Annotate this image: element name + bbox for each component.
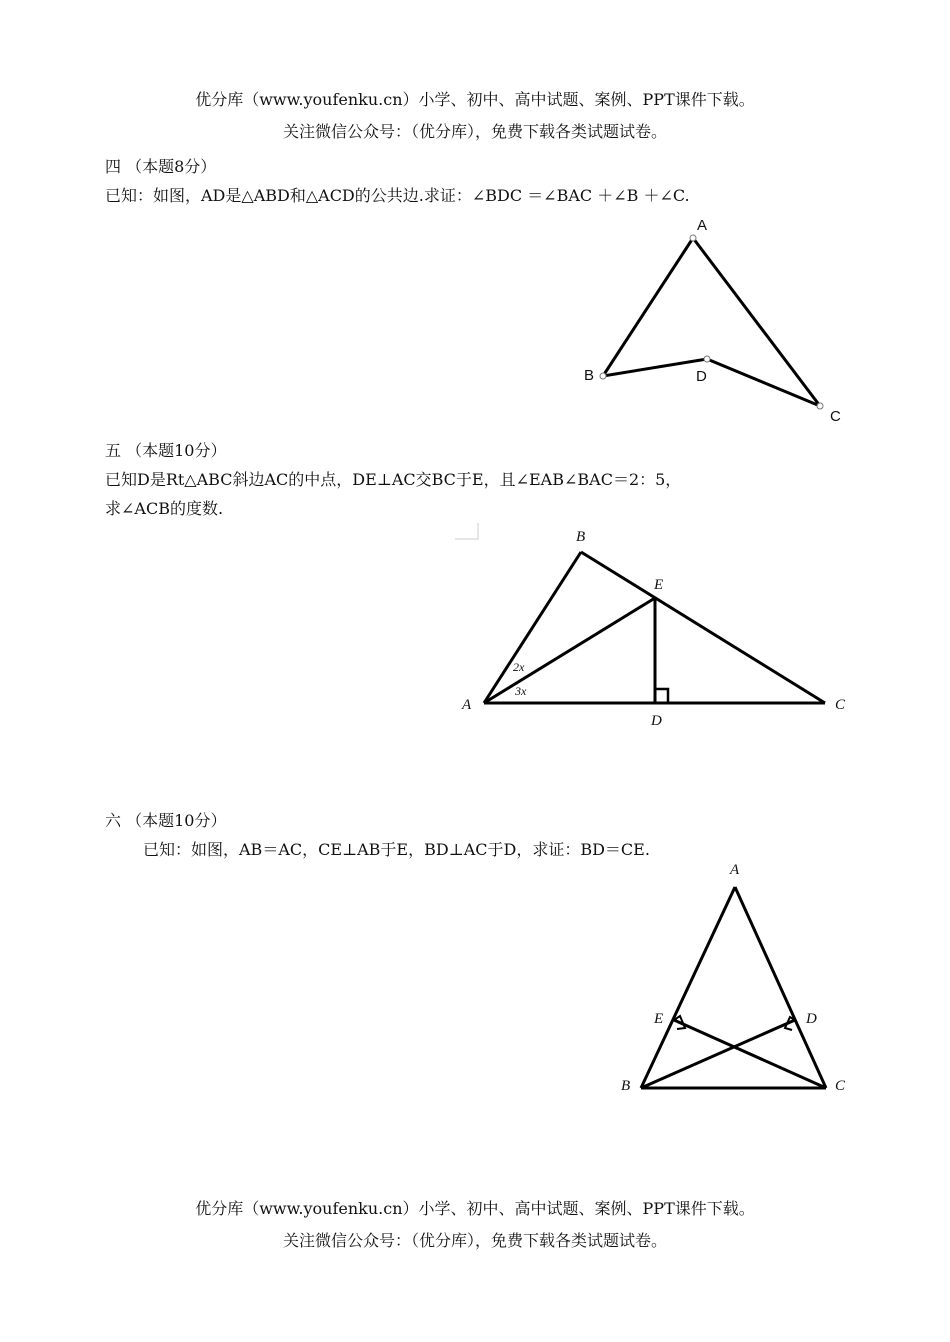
q4-point-a bbox=[690, 235, 696, 241]
figure-q5 bbox=[461, 529, 846, 729]
q5-label-d: D bbox=[651, 713, 662, 729]
q5-right-angle-mark bbox=[655, 689, 668, 703]
q6-segment-bd bbox=[641, 1020, 795, 1088]
q4-figure-outline bbox=[603, 238, 820, 406]
q4-label-d: D bbox=[696, 368, 707, 385]
q4-point-d bbox=[704, 356, 710, 362]
figure-q4 bbox=[584, 217, 841, 425]
q5-angle-label-2x: 2x bbox=[513, 660, 525, 674]
q5-label-b: B bbox=[576, 529, 586, 545]
q5-label-e: E bbox=[654, 577, 664, 593]
q4-text: 已知：如图，AD是△ABD和△ACD的公共边.求证：∠BDC ＝∠BAC ＋∠B ＋∠C. bbox=[105, 186, 690, 205]
q5-angle-label-3x: 3x bbox=[515, 684, 527, 698]
q4-label-a: A bbox=[697, 217, 708, 234]
footer-line-2: 关注微信公众号：（优分库），免费下载各类试题试卷。 bbox=[282, 1231, 667, 1250]
q6-side-ab bbox=[641, 887, 735, 1088]
footer-line-1: 优分库（www.youfenku.cn）小学、初中、高中试题、案例、PPT课件下载。 bbox=[195, 1199, 755, 1218]
header-line-1: 优分库（www.youfenku.cn）小学、初中、高中试题、案例、PPT课件下载。 bbox=[195, 90, 755, 109]
q6-label-b: B bbox=[621, 1078, 631, 1094]
corner-mark bbox=[455, 523, 478, 539]
q5-side-ab bbox=[484, 552, 581, 703]
q6-label-c: C bbox=[835, 1078, 846, 1094]
q5-segment-ae bbox=[484, 598, 655, 703]
q4-point-b bbox=[600, 373, 606, 379]
q4-label-b: B bbox=[584, 367, 595, 384]
q6-side-ac bbox=[735, 887, 826, 1088]
q5-title: 五 （本题10分） bbox=[105, 441, 227, 460]
q5-label-c: C bbox=[835, 697, 846, 713]
q6-text: 已知：如图，AB＝AC，CE⊥AB于E，BD⊥AC于D，求证：BD＝CE. bbox=[143, 840, 650, 859]
header-line-2: 关注微信公众号：（优分库），免费下载各类试题试卷。 bbox=[282, 122, 667, 141]
q6-label-e: E bbox=[654, 1011, 664, 1027]
q5-side-bc bbox=[581, 552, 825, 703]
q4-point-c bbox=[817, 403, 823, 409]
q6-segment-ce bbox=[674, 1020, 826, 1088]
q6-label-d: D bbox=[806, 1011, 817, 1027]
q4-label-c: C bbox=[830, 408, 841, 425]
q5-text-line-2: 求∠ACB的度数. bbox=[105, 499, 224, 518]
q4-title: 四 （本题8分） bbox=[105, 157, 217, 176]
q5-text-line-1: 已知D是Rt△ABC斜边AC的中点，DE⊥AC交BC于E，且∠EAB∠BAC＝2：5， bbox=[105, 470, 682, 489]
q6-title: 六 （本题10分） bbox=[105, 811, 227, 830]
q5-label-a: A bbox=[462, 697, 472, 713]
figure-q6 bbox=[621, 862, 846, 1094]
q6-label-a: A bbox=[730, 862, 740, 878]
